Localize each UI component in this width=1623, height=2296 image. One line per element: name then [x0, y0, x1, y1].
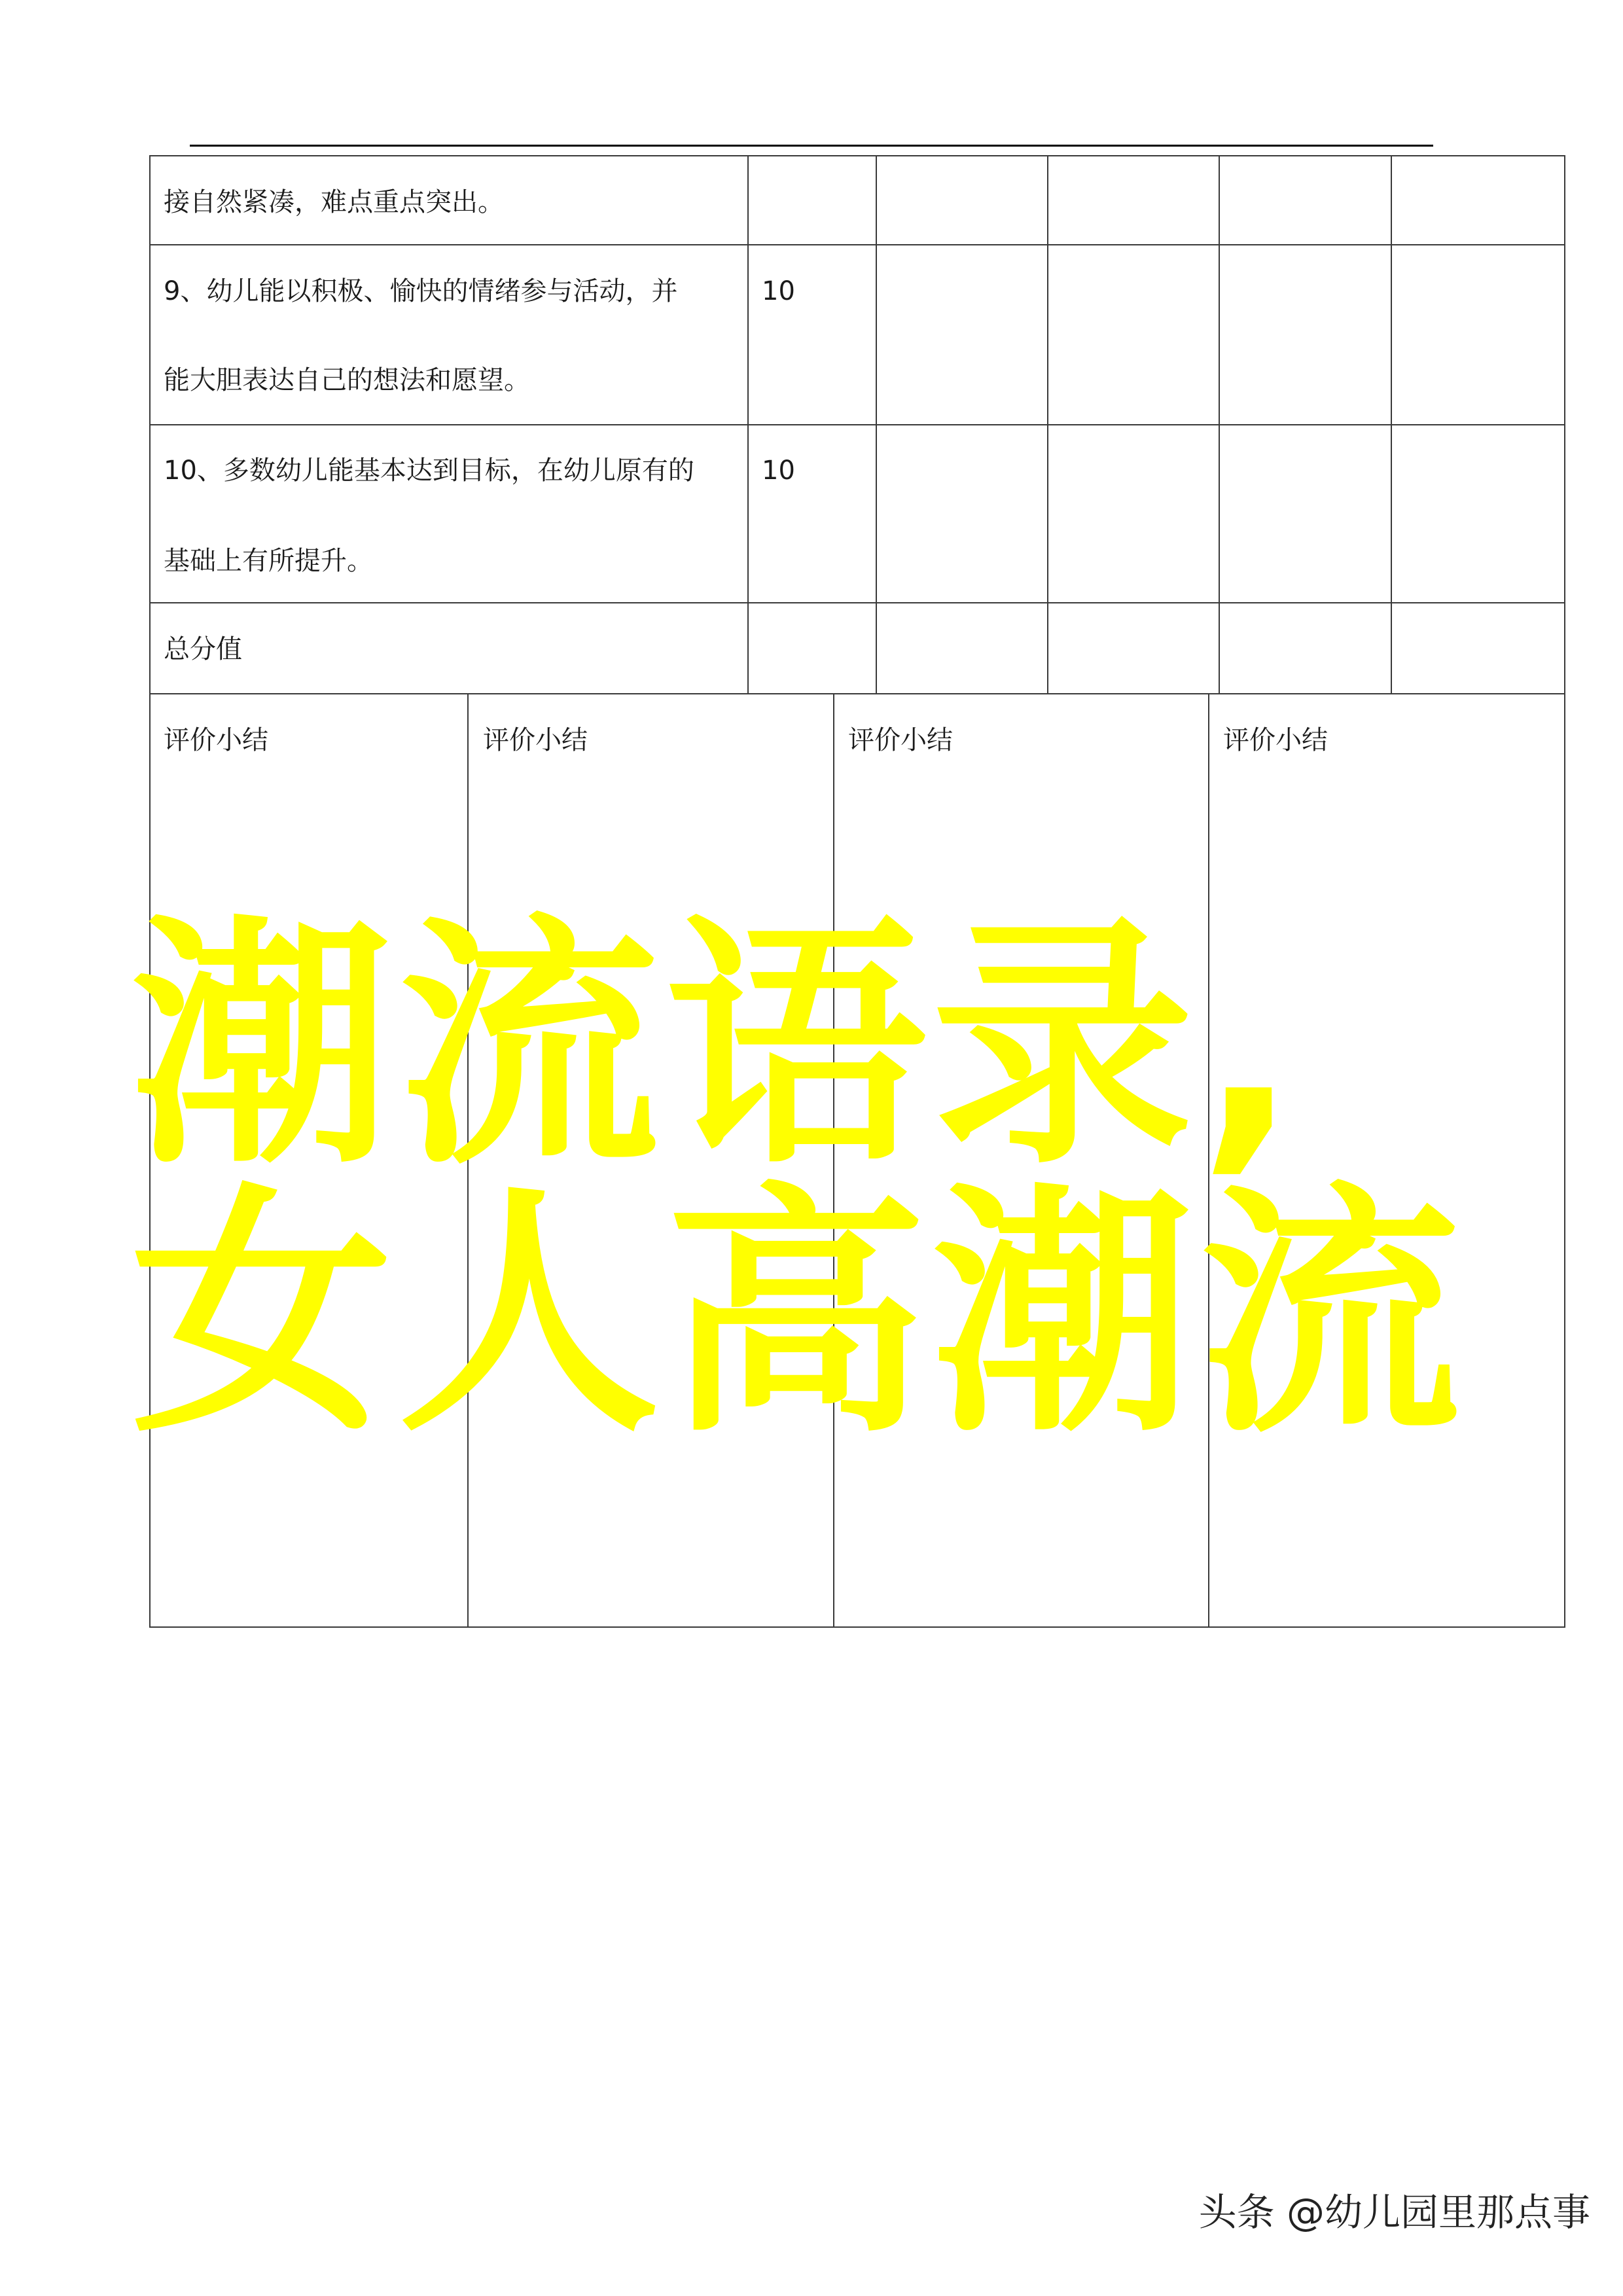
summary-label-4: 评价小结 — [1223, 725, 1328, 755]
summary-label-1: 评价小结 — [164, 725, 268, 755]
criterion-row-3-line-2: 基础上有所提升。 — [164, 546, 373, 576]
header-rule — [190, 145, 1433, 147]
col-divider — [1391, 155, 1392, 694]
col-divider — [876, 155, 877, 694]
col-divider — [747, 155, 749, 694]
score-row-3: 10 — [762, 456, 795, 486]
summary-label-3: 评价小结 — [848, 725, 953, 755]
criterion-row-3-line-1: 10、多数幼儿能基本达到目标，在幼儿原有的 — [164, 456, 694, 486]
summary-label-2: 评价小结 — [483, 725, 588, 755]
overlay-headline-line-2: 女人高潮流 — [131, 1163, 1466, 1467]
criterion-row-2-line-1: 9、幼儿能以积极、愉快的情绪参与活动，并 — [164, 276, 678, 306]
col-divider — [1219, 155, 1220, 694]
col-divider — [1047, 155, 1048, 694]
criterion-row-1: 接自然紧凑，难点重点突出。 — [164, 187, 504, 217]
source-watermark: 头条 @幼儿园里那点事 — [1198, 2190, 1590, 2234]
row-divider — [149, 244, 1565, 245]
score-row-2: 10 — [762, 276, 795, 306]
row-divider — [149, 424, 1565, 425]
total-score-label: 总分值 — [164, 634, 242, 664]
row-divider — [149, 602, 1565, 603]
overlay-headline-line-1: 潮流语录, — [131, 895, 1304, 1199]
criterion-row-2-line-2: 能大胆表达自己的想法和愿望。 — [164, 365, 530, 395]
